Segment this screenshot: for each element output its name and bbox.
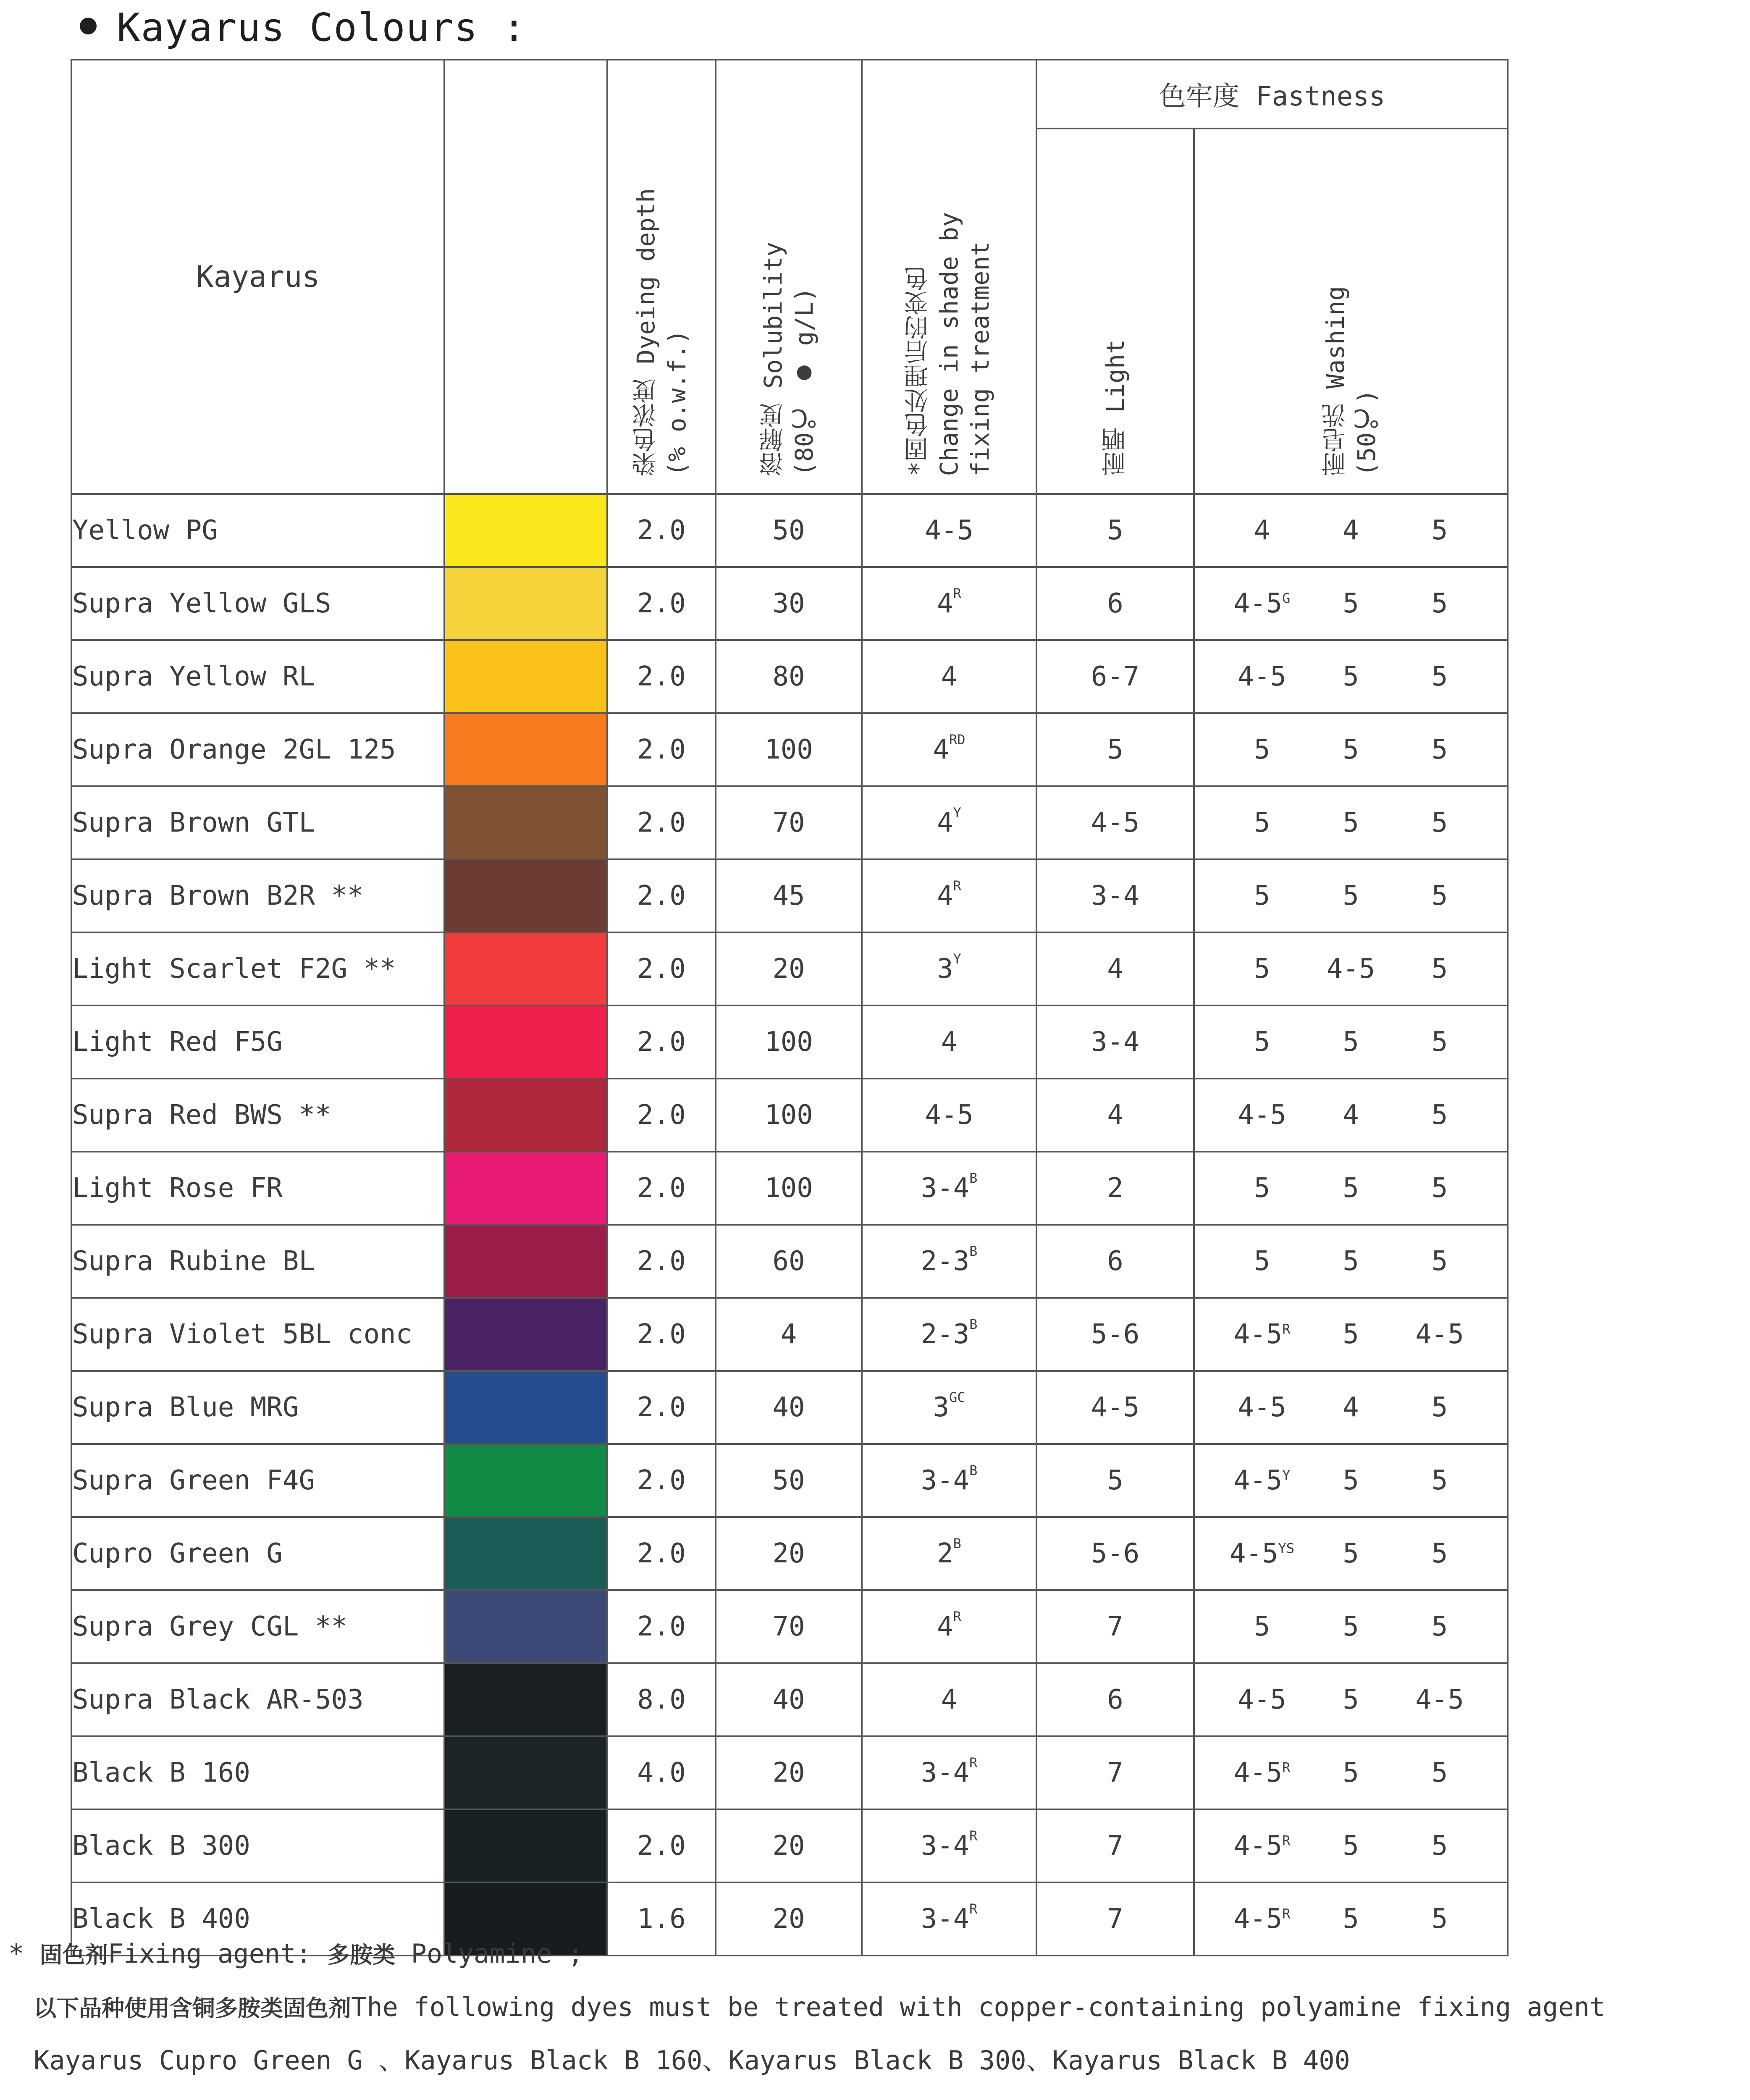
washing-value-1: 5 [1254, 1246, 1270, 1277]
light-fastness-value: 7 [1036, 1736, 1194, 1809]
washing-fastness-values [1194, 1809, 1508, 1882]
color-swatch [444, 1517, 607, 1590]
table-row [71, 786, 1508, 859]
washing-value-3: 5 [1431, 1465, 1448, 1496]
dye-name: Cupro Green G [71, 1517, 444, 1590]
solubility-value: 100 [716, 1079, 862, 1152]
light-fastness-value: 4-5 [1036, 786, 1194, 859]
light-fastness-value: 5-6 [1036, 1517, 1194, 1590]
washing-value-1: 5 [1254, 734, 1270, 765]
washing-value-2: 4-5 [1326, 953, 1375, 984]
washing-value-1: 5 [1254, 807, 1270, 838]
change-in-shade-value: $3-4^R$ [862, 1882, 1036, 1956]
washing-value-2: 4 [1343, 1392, 1359, 1423]
washing-value-1: 4 [1254, 515, 1270, 546]
dyeing-depth-value: 2.0 [607, 786, 716, 859]
header-washing: 耐皂洗 Washing (50℃) [1194, 129, 1508, 494]
table-row [71, 494, 1508, 567]
table-row [71, 1371, 1508, 1444]
table-row [71, 1809, 1508, 1882]
change-in-shade-value: $3-4^B$ [862, 1152, 1036, 1225]
table-row [71, 640, 1508, 713]
washing-value-3: 5 [1431, 661, 1448, 692]
dyeing-depth-value: 2.0 [607, 567, 716, 640]
solubility-value: 20 [716, 932, 862, 1005]
light-fastness-value: 6 [1036, 1225, 1194, 1298]
color-swatch [444, 640, 607, 713]
washing-value-3: 5 [1431, 1538, 1448, 1569]
washing-value-2: 5 [1343, 1465, 1359, 1496]
washing-value-2: 4 [1343, 1100, 1359, 1131]
dyeing-depth-value: 2.0 [607, 1444, 716, 1517]
washing-value-2: 4 [1343, 515, 1359, 546]
color-swatch [444, 786, 607, 859]
washing-value-3: 5 [1431, 1026, 1448, 1058]
solubility-value: 100 [716, 713, 862, 786]
color-swatch [444, 859, 607, 932]
solubility-value: 40 [716, 1371, 862, 1444]
color-swatch [444, 1298, 607, 1371]
washing-fastness-values [1194, 1663, 1508, 1736]
change-in-shade-value: $4^R$ [862, 859, 1036, 932]
color-swatch [444, 1079, 607, 1152]
solubility-value: 20 [716, 1809, 862, 1882]
washing-fastness-values [1194, 859, 1508, 932]
washing-value-1: $4-5^{YS}$ [1229, 1538, 1295, 1569]
washing-value-3: 5 [1431, 515, 1448, 546]
change-in-shade-value: $3-4^R$ [862, 1736, 1036, 1809]
solubility-value: 20 [716, 1517, 862, 1590]
dye-name: Supra Yellow RL [71, 640, 444, 713]
washing-value-2: 5 [1343, 1757, 1359, 1788]
dye-name: Supra Orange 2GL 125 [71, 713, 444, 786]
table-row [71, 1079, 1508, 1152]
light-fastness-value: 4 [1036, 932, 1194, 1005]
table-row [71, 713, 1508, 786]
solubility-value: 50 [716, 494, 862, 567]
washing-value-2: 5 [1343, 1319, 1359, 1350]
washing-value-3: 5 [1431, 1100, 1448, 1131]
washing-value-1: $4-5^R$ [1233, 1757, 1291, 1788]
change-in-shade-value: 4 [862, 640, 1036, 713]
change-in-shade-value: $3^{GC}$ [862, 1371, 1036, 1444]
washing-value-2: 5 [1343, 588, 1359, 619]
washing-value-3: 5 [1431, 953, 1448, 984]
washing-value-1: 4-5 [1238, 661, 1286, 692]
washing-fastness-values [1194, 1225, 1508, 1298]
dyeing-depth-value: 2.0 [607, 859, 716, 932]
color-swatch [444, 1005, 607, 1079]
washing-value-1: 5 [1254, 1611, 1270, 1642]
dye-name: Light Red F5G [71, 1005, 444, 1079]
washing-value-1: $4-5^R$ [1233, 1830, 1291, 1861]
washing-fastness-values [1194, 494, 1508, 567]
change-in-shade-value: 4 [862, 1005, 1036, 1079]
change-in-shade-value: $2-3^B$ [862, 1298, 1036, 1371]
dye-name: Supra Blue MRG [71, 1371, 444, 1444]
washing-fastness-values [1194, 786, 1508, 859]
washing-value-1: $4-5^R$ [1233, 1319, 1291, 1350]
washing-value-1: 5 [1254, 1173, 1270, 1204]
washing-value-2: 5 [1343, 1830, 1359, 1861]
dyeing-depth-value: 2.0 [607, 1809, 716, 1882]
dyeing-depth-value: 8.0 [607, 1663, 716, 1736]
light-fastness-value: 4-5 [1036, 1371, 1194, 1444]
page-title-text: Kayarus Colours : [117, 5, 527, 50]
light-fastness-value: 5-6 [1036, 1298, 1194, 1371]
dye-name: Black B 400 [71, 1882, 444, 1956]
washing-value-2: 5 [1343, 1611, 1359, 1642]
washing-fastness-values [1194, 1298, 1508, 1371]
change-in-shade-value: $2-3^B$ [862, 1225, 1036, 1298]
washing-value-2: 5 [1343, 1026, 1359, 1058]
washing-value-3: 4-5 [1415, 1684, 1464, 1715]
change-in-shade-value: $3-4^R$ [862, 1809, 1036, 1882]
solubility-value: 4 [716, 1298, 862, 1371]
washing-value-1: 5 [1254, 1026, 1270, 1058]
washing-value-1: 5 [1254, 880, 1270, 911]
dye-name: Black B 300 [71, 1809, 444, 1882]
header-light: 耐晒 Light [1036, 129, 1194, 494]
dye-name: Yellow PG [71, 494, 444, 567]
table-row [71, 567, 1508, 640]
washing-fastness-values [1194, 640, 1508, 713]
washing-value-3: 5 [1431, 588, 1448, 619]
light-fastness-value: 6 [1036, 567, 1194, 640]
washing-value-3: 5 [1431, 807, 1448, 838]
dyeing-depth-value: 2.0 [607, 494, 716, 567]
color-swatch [444, 713, 607, 786]
washing-fastness-values [1194, 1005, 1508, 1079]
change-in-shade-value: $3^Y$ [862, 932, 1036, 1005]
table-row [71, 1590, 1508, 1663]
light-fastness-value: 2 [1036, 1152, 1194, 1225]
header-kayarus: Kayarus [71, 60, 444, 494]
page-title [80, 5, 527, 50]
light-fastness-value: 5 [1036, 1444, 1194, 1517]
table-row [71, 859, 1508, 932]
change-in-shade-value: 4RD [862, 713, 1036, 786]
fixing-agent-note: * 固色剂Fixing agent: 多胺类 Polyamine ; [8, 1938, 584, 1969]
change-in-shade-value: 4 [862, 1663, 1036, 1736]
color-swatch [444, 1590, 607, 1663]
dye-name: Light Scarlet F2G ** [71, 932, 444, 1005]
light-fastness-value: 4 [1036, 1079, 1194, 1152]
dyeing-depth-value: 2.0 [607, 640, 716, 713]
change-in-shade-value: $4^R$ [862, 567, 1036, 640]
header-solubility: 溶解度 Solubility (80℃ ● g/L) [716, 60, 862, 494]
header-dyeing-depth: 染色浓度 Dyeing depth (% o.w.f.) [607, 60, 716, 494]
dyeing-depth-value: 2.0 [607, 932, 716, 1005]
table-row [71, 1298, 1508, 1371]
washing-value-2: 5 [1343, 734, 1359, 765]
dye-name: Supra Brown B2R ** [71, 859, 444, 932]
header-fastness: 色牢度 Fastness [1036, 60, 1508, 129]
dye-name: Supra Green F4G [71, 1444, 444, 1517]
color-swatch [444, 567, 607, 640]
bullet-dot [80, 18, 97, 34]
washing-value-2: 5 [1343, 1903, 1359, 1935]
washing-value-1: 4-5 [1238, 1684, 1286, 1715]
color-swatch [444, 1225, 607, 1298]
notes [8, 1928, 1605, 2100]
header-change-in-shade: *固色处理后的变色 Change in shade by fixing treatment [862, 60, 1036, 494]
change-in-shade-value: $2^B$ [862, 1517, 1036, 1590]
washing-value-3: 5 [1431, 1173, 1448, 1204]
washing-fastness-values [1194, 1590, 1508, 1663]
color-swatch [444, 1444, 607, 1517]
washing-value-2: 5 [1343, 1684, 1359, 1715]
solubility-value: 50 [716, 1444, 862, 1517]
dye-table [71, 59, 1509, 1956]
dyeing-depth-value: 1.6 [607, 1882, 716, 1956]
table-row [71, 1736, 1508, 1809]
dye-name: Supra Yellow GLS [71, 567, 444, 640]
table-row [71, 1152, 1508, 1225]
copper-note: 以下品种使用含铜多胺类固色剂The following dyes must be treated with copper-containing polyamine fixing agent [34, 1992, 1606, 2022]
table-row [71, 1005, 1508, 1079]
solubility-value: 20 [716, 1882, 862, 1956]
washing-value-3: 4-5 [1415, 1319, 1464, 1350]
light-fastness-value: 7 [1036, 1590, 1194, 1663]
color-swatch [444, 494, 607, 567]
washing-value-3: 5 [1431, 880, 1448, 911]
washing-fastness-values [1194, 1444, 1508, 1517]
light-fastness-value: 6 [1036, 1663, 1194, 1736]
color-swatch [444, 932, 607, 1005]
color-swatch [444, 1371, 607, 1444]
light-fastness-value: 7 [1036, 1809, 1194, 1882]
solubility-value: 100 [716, 1152, 862, 1225]
washing-fastness-values [1194, 1517, 1508, 1590]
color-swatch [444, 1152, 607, 1225]
dyeing-depth-value: 2.0 [607, 1371, 716, 1444]
washing-value-1: 4-5 [1238, 1100, 1286, 1131]
change-in-shade-value: $4^R$ [862, 1590, 1036, 1663]
light-fastness-value: 6-7 [1036, 640, 1194, 713]
solubility-value: 45 [716, 859, 862, 932]
washing-value-1: $4-5^Y$ [1233, 1465, 1291, 1496]
light-fastness-value: 7 [1036, 1882, 1194, 1956]
dyeing-depth-value: 2.0 [607, 1079, 716, 1152]
copper-dye-list: Kayarus Cupro Green G 、Kayarus Black B 160、Kayarus Black B 300、Kayarus Black B 400 [34, 2045, 1350, 2076]
table-row [71, 1663, 1508, 1736]
washing-value-3: 5 [1431, 1392, 1448, 1423]
washing-value-2: 5 [1343, 1173, 1359, 1204]
table-row [71, 932, 1508, 1005]
washing-value-3: 5 [1431, 1757, 1448, 1788]
washing-value-1: 5 [1254, 953, 1270, 984]
washing-fastness-values [1194, 1371, 1508, 1444]
washing-value-1: 4-5 [1238, 1392, 1286, 1423]
washing-value-1: $4-5^G$ [1233, 588, 1291, 619]
dyeing-depth-value: 2.0 [607, 1152, 716, 1225]
color-swatch [444, 1809, 607, 1882]
washing-fastness-values [1194, 1079, 1508, 1152]
dyeing-depth-value: 4.0 [607, 1736, 716, 1809]
solubility-value: 70 [716, 1590, 862, 1663]
color-swatch [444, 1736, 607, 1809]
washing-value-3: 5 [1431, 1903, 1448, 1935]
washing-fastness-values [1194, 1736, 1508, 1809]
solubility-value: 30 [716, 567, 862, 640]
change-in-shade-value: $3-4^B$ [862, 1444, 1036, 1517]
washing-fastness-values [1194, 567, 1508, 640]
dyeing-depth-value: 2.0 [607, 1517, 716, 1590]
washing-fastness-values [1194, 713, 1508, 786]
change-in-shade-value: $4^Y$ [862, 786, 1036, 859]
washing-value-3: 5 [1431, 1611, 1448, 1642]
solubility-value: 80 [716, 640, 862, 713]
light-fastness-value: 5 [1036, 494, 1194, 567]
dye-name: Light Rose FR [71, 1152, 444, 1225]
table-row [71, 1444, 1508, 1517]
solubility-value: 20 [716, 1736, 862, 1809]
header-swatch [444, 60, 607, 494]
washing-fastness-values [1194, 932, 1508, 1005]
dye-name: Supra Red BWS ** [71, 1079, 444, 1152]
color-swatch [444, 1663, 607, 1736]
washing-value-3: 5 [1431, 1830, 1448, 1861]
light-fastness-value: 3-4 [1036, 1005, 1194, 1079]
light-fastness-value: 3-4 [1036, 859, 1194, 932]
dye-name: Supra Violet 5BL conc [71, 1298, 444, 1371]
washing-value-3: 5 [1431, 734, 1448, 765]
light-fastness-value: 5 [1036, 713, 1194, 786]
washing-value-2: 5 [1343, 1246, 1359, 1277]
solubility-value: 60 [716, 1225, 862, 1298]
dye-name: Supra Brown GTL [71, 786, 444, 859]
dye-name: Supra Rubine BL [71, 1225, 444, 1298]
washing-value-2: 5 [1343, 880, 1359, 911]
washing-value-3: 5 [1431, 1246, 1448, 1277]
solubility-value: 100 [716, 1005, 862, 1079]
solubility-value: 40 [716, 1663, 862, 1736]
dye-name: Black B 160 [71, 1736, 444, 1809]
washing-value-2: 5 [1343, 1538, 1359, 1569]
dye-name: Supra Grey CGL ** [71, 1590, 444, 1663]
dyeing-depth-value: 2.0 [607, 1005, 716, 1079]
table-row [71, 1225, 1508, 1298]
change-in-shade-value: 4-5 [862, 1079, 1036, 1152]
table-row [71, 1517, 1508, 1590]
washing-value-2: 5 [1343, 661, 1359, 692]
dyeing-depth-value: 2.0 [607, 1590, 716, 1663]
dye-name: Supra Black AR-503 [71, 1663, 444, 1736]
washing-value-1: $4-5^R$ [1233, 1903, 1291, 1935]
change-in-shade-value: 4-5 [862, 494, 1036, 567]
washing-fastness-values [1194, 1152, 1508, 1225]
dyeing-depth-value: 2.0 [607, 713, 716, 786]
solubility-value: 70 [716, 786, 862, 859]
dyeing-depth-value: 2.0 [607, 1298, 716, 1371]
washing-value-2: 5 [1343, 807, 1359, 838]
dyeing-depth-value: 2.0 [607, 1225, 716, 1298]
